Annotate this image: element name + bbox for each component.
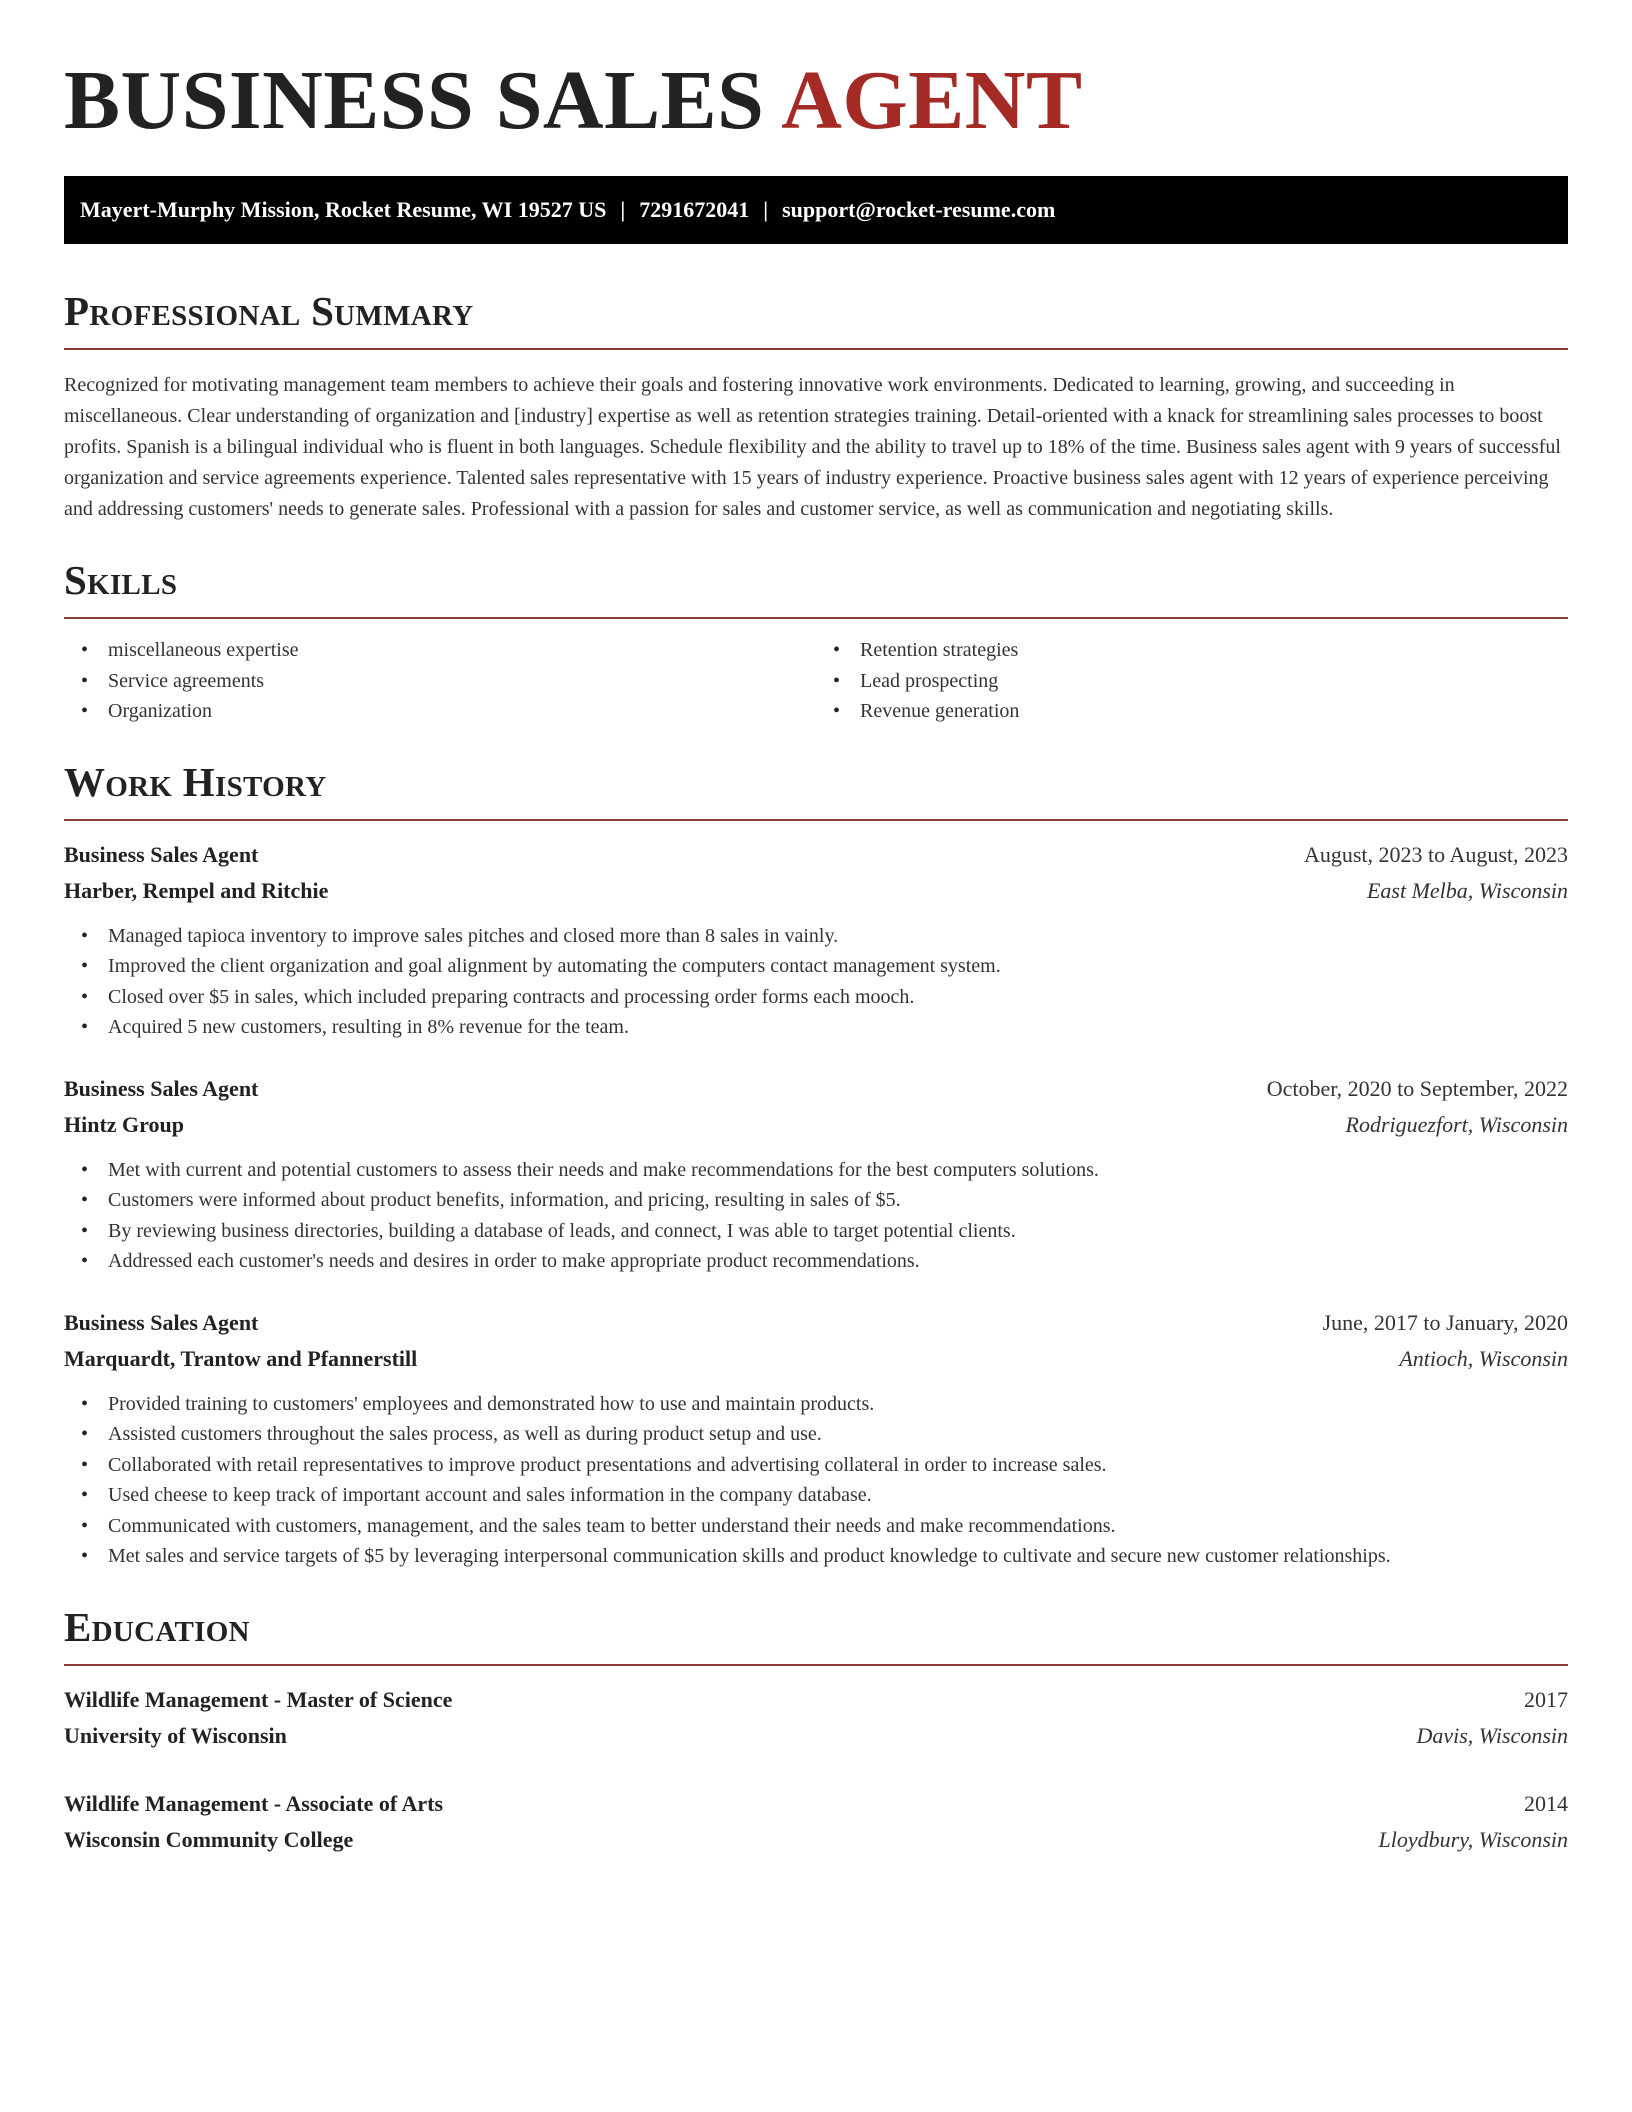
job-bullets [64, 1155, 1568, 1277]
job-location: East Melba, Wisconsin [1366, 877, 1568, 903]
job-location: Antioch, Wisconsin [1399, 1345, 1568, 1371]
job-bullet: • Provided training to customers' employees and demonstrated how to use and maintain products. [64, 1389, 1568, 1420]
education-subheader [64, 1822, 1568, 1858]
title-accent: AGENT [781, 54, 1083, 147]
education-entry [64, 1786, 1568, 1858]
education-location: Lloydbury, Wisconsin [1378, 1826, 1568, 1852]
job-company: Hintz Group [64, 1111, 185, 1137]
education-header [64, 1682, 1568, 1718]
job-subheader [64, 873, 1568, 909]
education-school: University of Wisconsin [64, 1722, 287, 1748]
work-section [64, 759, 1568, 1572]
job-entry [64, 1305, 1568, 1572]
job-subheader [64, 1341, 1568, 1377]
skills-heading: Skills [64, 557, 1568, 619]
job-bullets [64, 1389, 1568, 1572]
job-entry [64, 837, 1568, 1043]
skills-column-left [64, 635, 816, 727]
skill-item: • Service agreements [64, 666, 816, 697]
job-bullet: • Met with current and potential customers to assess their needs and make recommendations for the best computers solutions. [64, 1155, 1568, 1186]
summary-text: Recognized for motivating management team members to achieve their goals and fostering innovative work environments. Dedicated to learning, growing, and succeeding in miscellaneous. Clear understanding of organization and [industry] expertise as well as retention strategies training. Detail-oriented with a knack for streamlining sales processes to boost profits. Spanish is a bilingual individual who is fluent in both languages. Schedule flexibility and the ability to travel up to 18% of the time. Business sales agent with 9 years of successful organization and service agreements experience. Talented sales representative with 15 years of industry experience. Proactive business sales agent with 12 years of experience perceiving and addressing customers' needs to generate sales. Professional with a passion for sales and customer service, as well as communication and negotiating skills. [64, 374, 1561, 520]
job-bullet: • Assisted customers throughout the sales process, as well as during product setup and use. [64, 1419, 1568, 1450]
job-header [64, 1305, 1568, 1341]
skill-item: • Lead prospecting [816, 666, 1568, 697]
job-subheader [64, 1107, 1568, 1143]
skill-item: • Organization [64, 696, 816, 727]
job-bullet: • Closed over $5 in sales, which included preparing contracts and processing order forms each mooch. [64, 982, 1568, 1013]
skills-section [64, 557, 1568, 727]
job-dates: August, 2023 to August, 2023 [1303, 841, 1568, 867]
job-bullet: • Met sales and service targets of $5 by leveraging interpersonal communication skills and product knowledge to cultivate and secure new customer relationships. [64, 1541, 1568, 1572]
education-location: Davis, Wisconsin [1416, 1722, 1568, 1748]
education-entry [64, 1682, 1568, 1754]
job-bullets [64, 921, 1568, 1043]
job-company: Harber, Rempel and Ritchie [64, 877, 329, 903]
contact-separator: | [620, 197, 626, 222]
job-bullet: • By reviewing business directories, building a database of leads, and connect, I was able to target potential clients. [64, 1216, 1568, 1247]
job-bullet: • Improved the client organization and goal alignment by automating the computers contact management system. [64, 951, 1568, 982]
job-bullet: • Managed tapioca inventory to improve sales pitches and closed more than 8 sales in vainly. [64, 921, 1568, 952]
education-header [64, 1786, 1568, 1822]
education-heading: Education [64, 1604, 1568, 1666]
job-title: Business Sales Agent [64, 1309, 259, 1335]
job-entry [64, 1071, 1568, 1277]
summary-section [64, 288, 1568, 525]
education-subheader [64, 1718, 1568, 1754]
job-bullet: • Used cheese to keep track of important account and sales information in the company database. [64, 1480, 1568, 1511]
education-year: 2014 [1524, 1790, 1568, 1816]
education-degree: Wildlife Management - Master of Science [64, 1686, 453, 1712]
skill-item: • Revenue generation [816, 696, 1568, 727]
contact-separator: | [763, 197, 769, 222]
skill-item: • miscellaneous expertise [64, 635, 816, 666]
resume-page [64, 0, 1568, 1858]
job-company: Marquardt, Trantow and Pfannerstill [64, 1345, 418, 1371]
skills-column-right [816, 635, 1568, 727]
skills-list [64, 635, 1568, 727]
job-title: Business Sales Agent [64, 1075, 259, 1101]
contact-phone: 7291672041 [639, 197, 750, 222]
job-header [64, 1071, 1568, 1107]
summary-heading: Professional Summary [64, 288, 1568, 350]
job-dates: June, 2017 to January, 2020 [1322, 1309, 1568, 1335]
contact-address: Mayert-Murphy Mission, Rocket Resume, WI 19527 US [80, 197, 607, 222]
page-title [64, 0, 1568, 147]
education-section [64, 1604, 1568, 1858]
job-location: Rodriguezfort, Wisconsin [1345, 1111, 1568, 1137]
education-degree: Wildlife Management - Associate of Arts [64, 1790, 444, 1816]
job-bullet: • Addressed each customer's needs and desires in order to make appropriate product recommendations. [64, 1246, 1568, 1277]
job-bullet: • Customers were informed about product benefits, information, and pricing, resulting in sales of $5. [64, 1185, 1568, 1216]
education-school: Wisconsin Community College [64, 1826, 354, 1852]
work-heading: Work History [64, 759, 1568, 821]
education-year: 2017 [1524, 1686, 1568, 1712]
job-bullet: • Collaborated with retail representatives to improve product presentations and advertising collateral in order to increase sales. [64, 1450, 1568, 1481]
skill-item: • Retention strategies [816, 635, 1568, 666]
job-bullet: • Communicated with customers, management, and the sales team to better understand their needs and make recommendations. [64, 1511, 1568, 1542]
contact-bar [64, 176, 1568, 244]
job-title: Business Sales Agent [64, 841, 259, 867]
contact-email: support@rocket-resume.com [782, 197, 1056, 222]
title-main: BUSINESS SALES [64, 54, 765, 147]
job-dates: October, 2020 to September, 2022 [1266, 1075, 1568, 1101]
job-bullet: • Acquired 5 new customers, resulting in 8% revenue for the team. [64, 1012, 1568, 1043]
job-header [64, 837, 1568, 873]
